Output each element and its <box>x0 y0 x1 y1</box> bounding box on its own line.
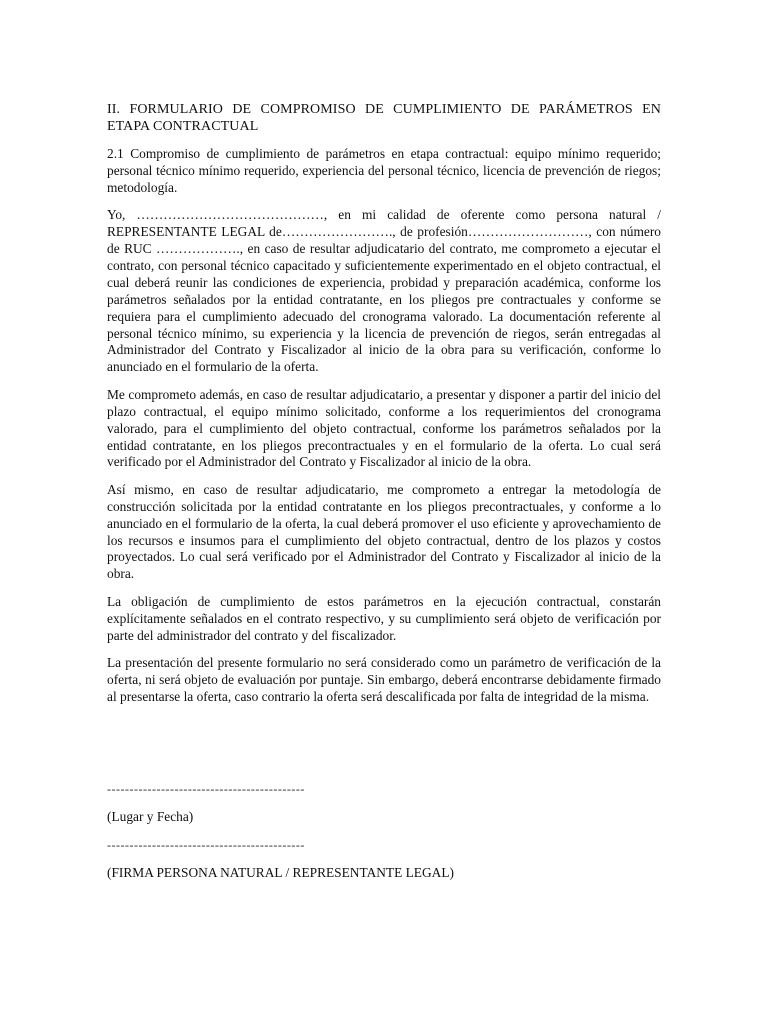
place-date-label: (Lugar y Fecha) <box>107 809 194 824</box>
commitment-equipment-paragraph: Me comprometo además, en caso de resultar adjudicatario, a presentar y disponer a partir del inicio del plazo contractual, el equipo mínimo solicitado, conforme a los requerimientos del cronograma valorado, para el cumplimiento del objeto contractual, conforme los parámetros señalados por la entidad contratante, en los pliegos precontractuales y en el formulario de la oferta. Lo cual será verificado por el Administrador del Contrato y Fiscalizador al inicio de la obra. <box>107 386 661 470</box>
commitment-methodology-paragraph: Así mismo, en caso de resultar adjudicatario, me comprometo a entregar la metodología de construcción solicitada por la entidad contratante en los pliegos precontractuales, y conforme a lo anunciado en el formulario de la oferta, la cual deberá promover el uso eficiente y aprovechamiento de los recursos e insumos para el cumplimiento del objeto contractual, dentro de los plazos y costos proyectados. Lo cual será verificado por el Administrador del Contrato y Fiscalizador al inicio de la obra. <box>107 481 661 582</box>
document-body <box>107 101 661 716</box>
signature-line <box>107 838 507 852</box>
signature-dash-line: -------------------------------------------- <box>107 782 305 796</box>
section-2-1-paragraph: 2.1 Compromiso de cumplimiento de parámetros en etapa contractual: equipo mínimo requerido; personal técnico mínimo requerido, experiencia del personal técnico, licencia de prevención de riegos; metodología. <box>107 146 661 195</box>
signature-dash-line: -------------------------------------------- <box>107 838 305 852</box>
obligation-paragraph: La obligación de cumplimiento de estos parámetros en la ejecución contractual, constarán explícitamente señalados en el contrato respectivo, y su cumplimiento será objeto de verificación por parte del administrador del contrato y del fiscalizador. <box>107 593 661 643</box>
presentation-paragraph: La presentación del presente formulario no será considerado como un parámetro de verificación de la oferta, ni será objeto de evaluación por puntaje. Sin embargo, deberá encontrarse debidamente firmado al presentarse la oferta, caso contrario la oferta será descalificada por falta de integridad de la misma. <box>107 654 661 704</box>
place-date-line <box>107 782 507 796</box>
signer-block <box>107 864 507 881</box>
place-date-block <box>107 808 507 825</box>
form-heading: II. FORMULARIO DE COMPROMISO DE CUMPLIMIENTO DE PARÁMETROS EN ETAPA CONTRACTUAL <box>107 102 661 134</box>
signer-label: (FIRMA PERSONA NATURAL / REPRESENTANTE LEGAL) <box>107 865 454 880</box>
commitment-personnel-paragraph: Yo, ……………………………………, en mi calidad de oferente como persona natural / REPRESENTANTE LEGAL de……………………., de profesión………………………, con número de RUC ………………., en caso de resultar adjudicatario del contrato, me comprometo a ejecutar el contrato, con personal técnico capacitado y suficientemente experimentado en el objeto contractual, el cual deberá reunir las condiciones de experiencia, probidad y preparación académica, conforme los parámetros señalados por la entidad contratante, en los pliegos pre contractuales y conforme se requiera para el cumplimiento adecuado del cronograma valorado. La documentación referente al personal técnico mínimo, su experiencia y la licencia de prevención de riegos, serán entregadas al Administrador del Contrato y Fiscalizador al inicio de la obra para su verificación, conforme lo anunciado en el formulario de la oferta. <box>107 207 661 375</box>
